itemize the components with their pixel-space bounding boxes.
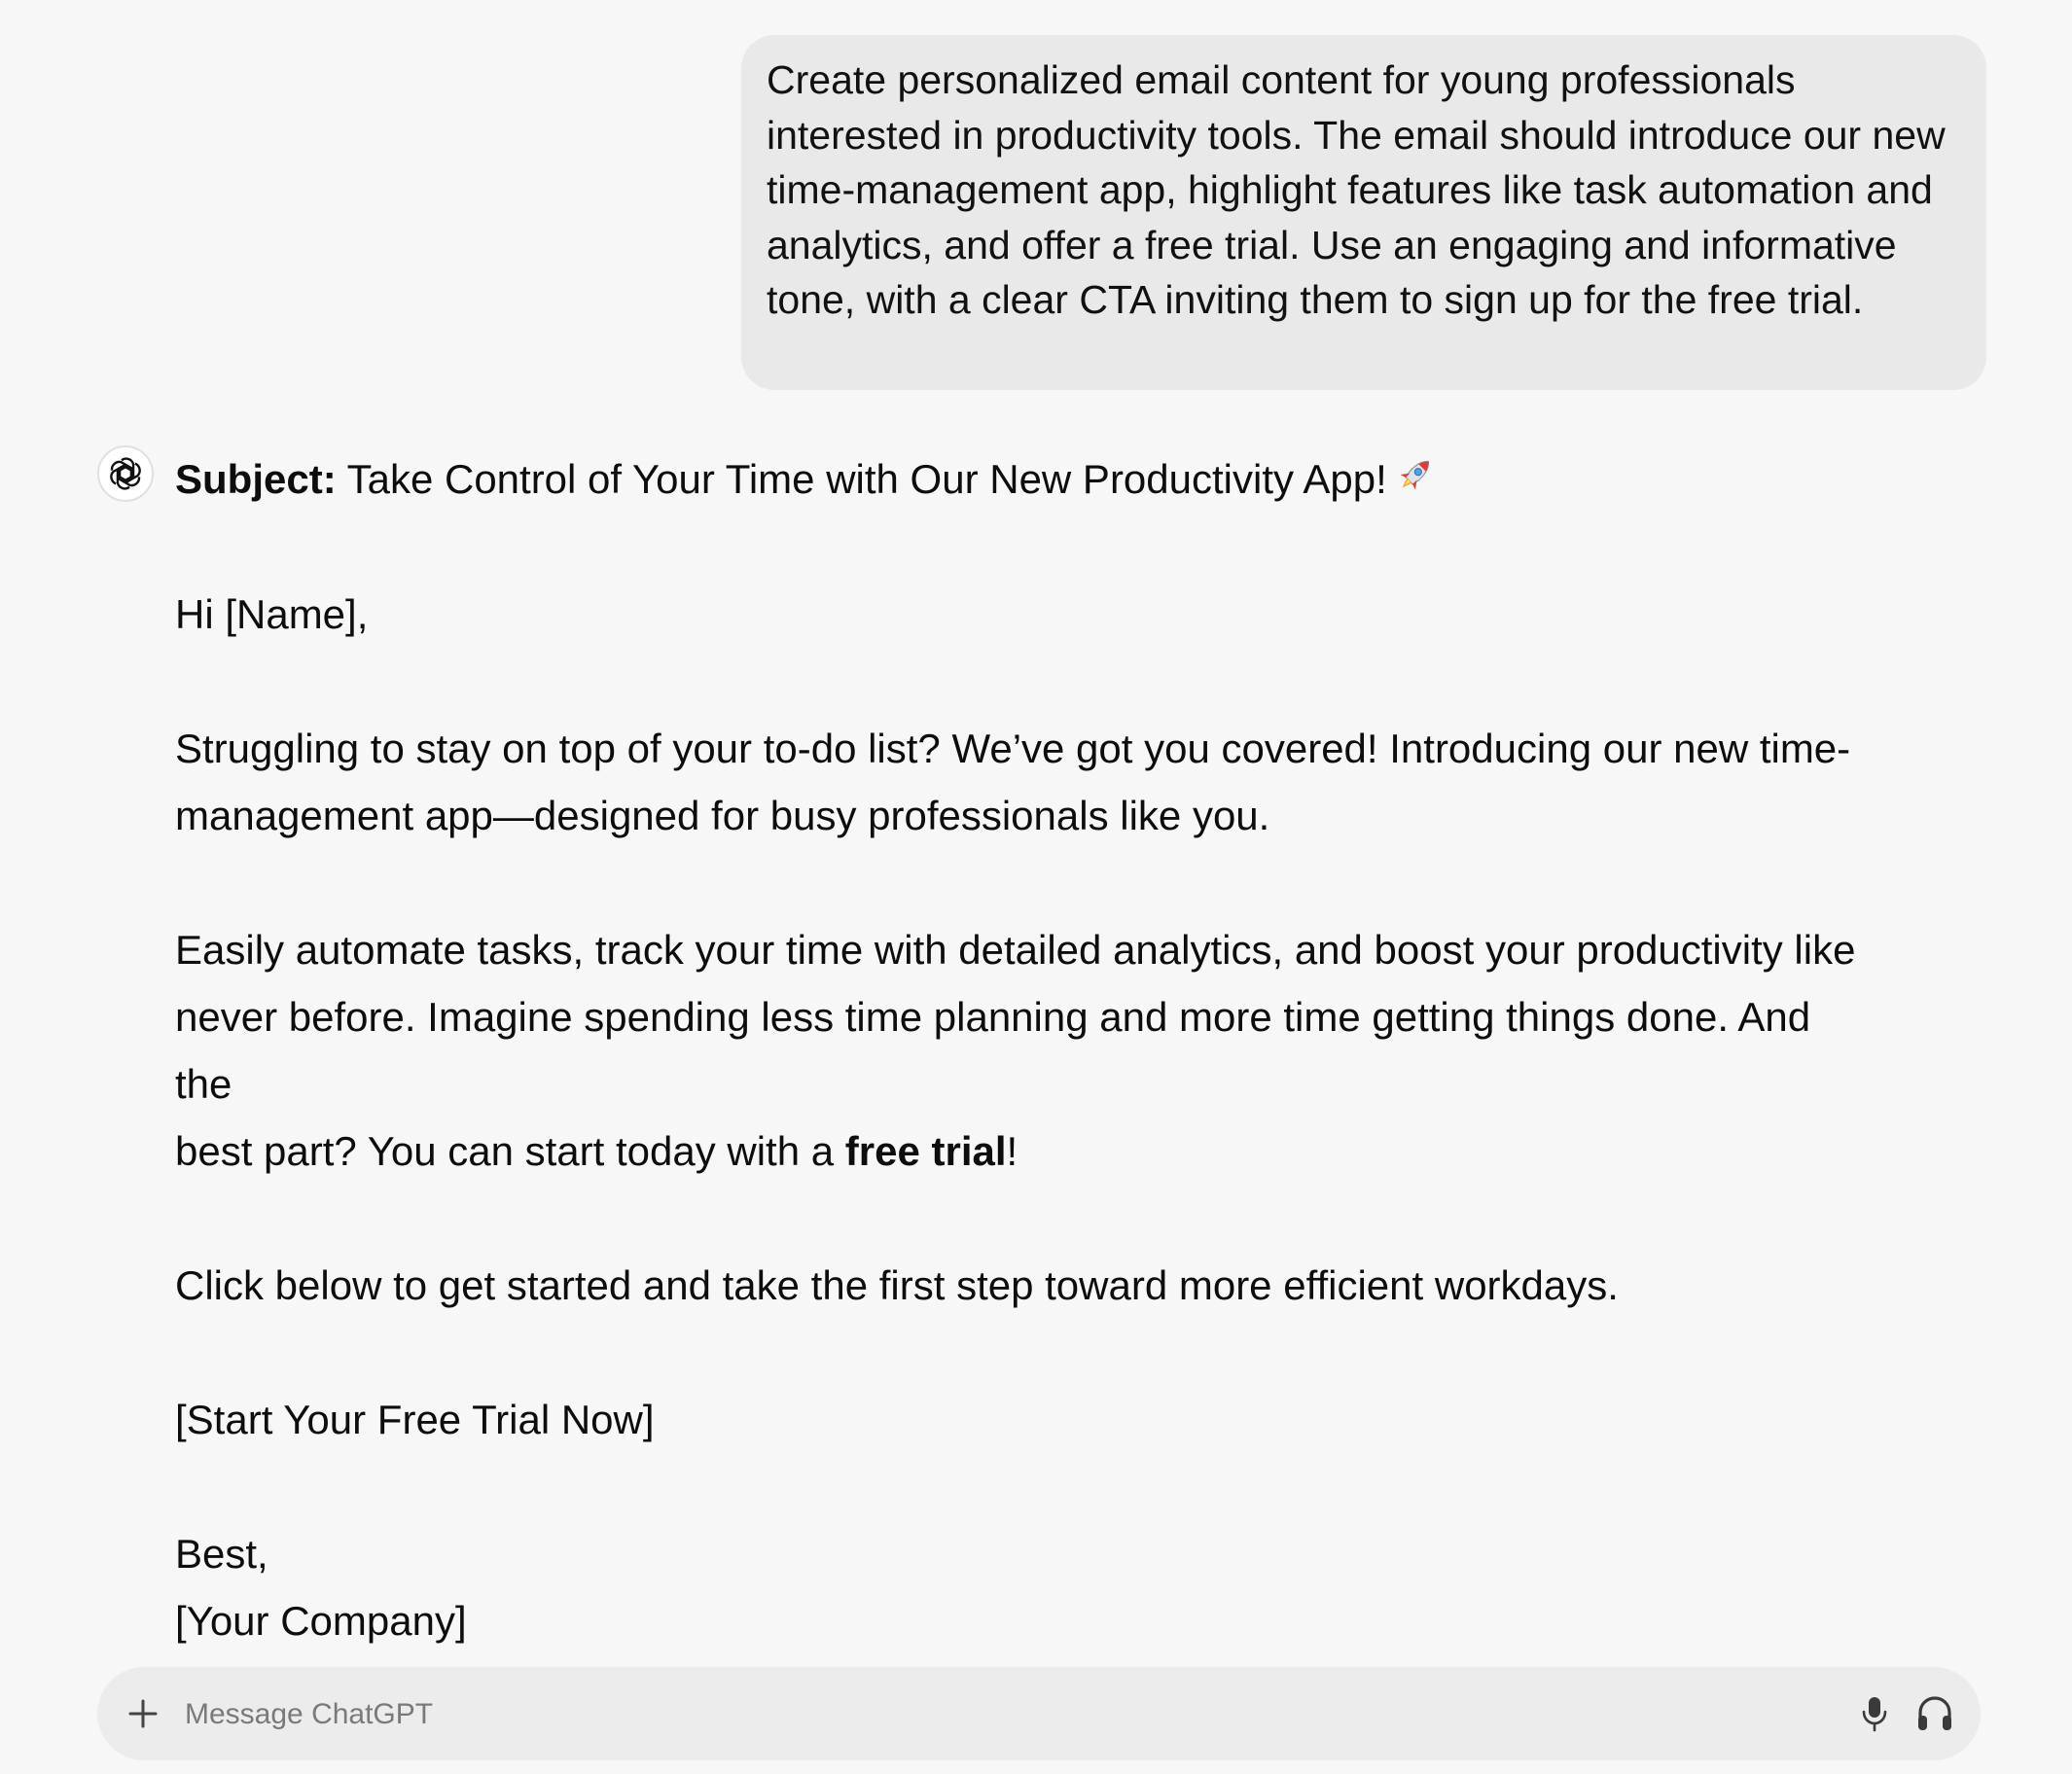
message-input[interactable] <box>183 1686 1840 1743</box>
subject-text: Take Control of Your Time with Our New Productivity App! <box>336 456 1387 502</box>
email-text: best part? You can start today with a <box>175 1128 845 1174</box>
user-message-line: time-management app, highlight features like task automation and <box>767 167 1933 212</box>
email-paragraph-2-line <box>175 1118 1868 1185</box>
message-composer <box>97 1667 1981 1760</box>
user-message-line: Create personalized email content for young professionals <box>767 57 1796 102</box>
chatgpt-logo-icon <box>97 445 154 502</box>
email-paragraph-2-line: Easily automate tasks, track your time with detailed analytics, and boost your productivity like <box>175 927 1856 973</box>
plus-icon[interactable] <box>126 1697 160 1730</box>
user-message-line: interested in productivity tools. The email should introduce our new <box>767 112 1946 158</box>
email-text: ! <box>1006 1128 1018 1174</box>
rocket-icon <box>1393 449 1438 517</box>
headphones-icon[interactable] <box>1914 1693 1955 1734</box>
assistant-message <box>175 445 1868 1654</box>
email-cta: [Start Your Free Trial Now] <box>175 1397 655 1442</box>
email-paragraph-2-line: never before. Imagine spending less time planning and more time getting things done. And the <box>175 994 1811 1107</box>
email-signoff: Best, <box>175 1531 268 1577</box>
email-paragraph-3: Click below to get started and take the first step toward more efficient workdays. <box>175 1262 1619 1308</box>
user-message-bubble <box>741 35 1986 390</box>
email-signature: [Your Company] <box>175 1598 467 1644</box>
microphone-icon[interactable] <box>1860 1694 1889 1733</box>
user-message-line: tone, with a clear CTA inviting them to sign up for the free trial. <box>767 277 1864 322</box>
user-message-line: analytics, and offer a free trial. Use an engaging and informative <box>767 222 1897 267</box>
free-trial-emphasis: free trial <box>844 1128 1007 1174</box>
email-greeting: Hi [Name], <box>175 591 369 637</box>
subject-label: Subject: <box>175 456 337 502</box>
email-paragraph-1-line: Struggling to stay on top of your to-do list? We’ve got you covered! Introducing our new time- <box>175 726 1851 771</box>
email-paragraph-1-line: management app—designed for busy professionals like you. <box>175 793 1270 838</box>
email-subject-line <box>175 445 1868 514</box>
